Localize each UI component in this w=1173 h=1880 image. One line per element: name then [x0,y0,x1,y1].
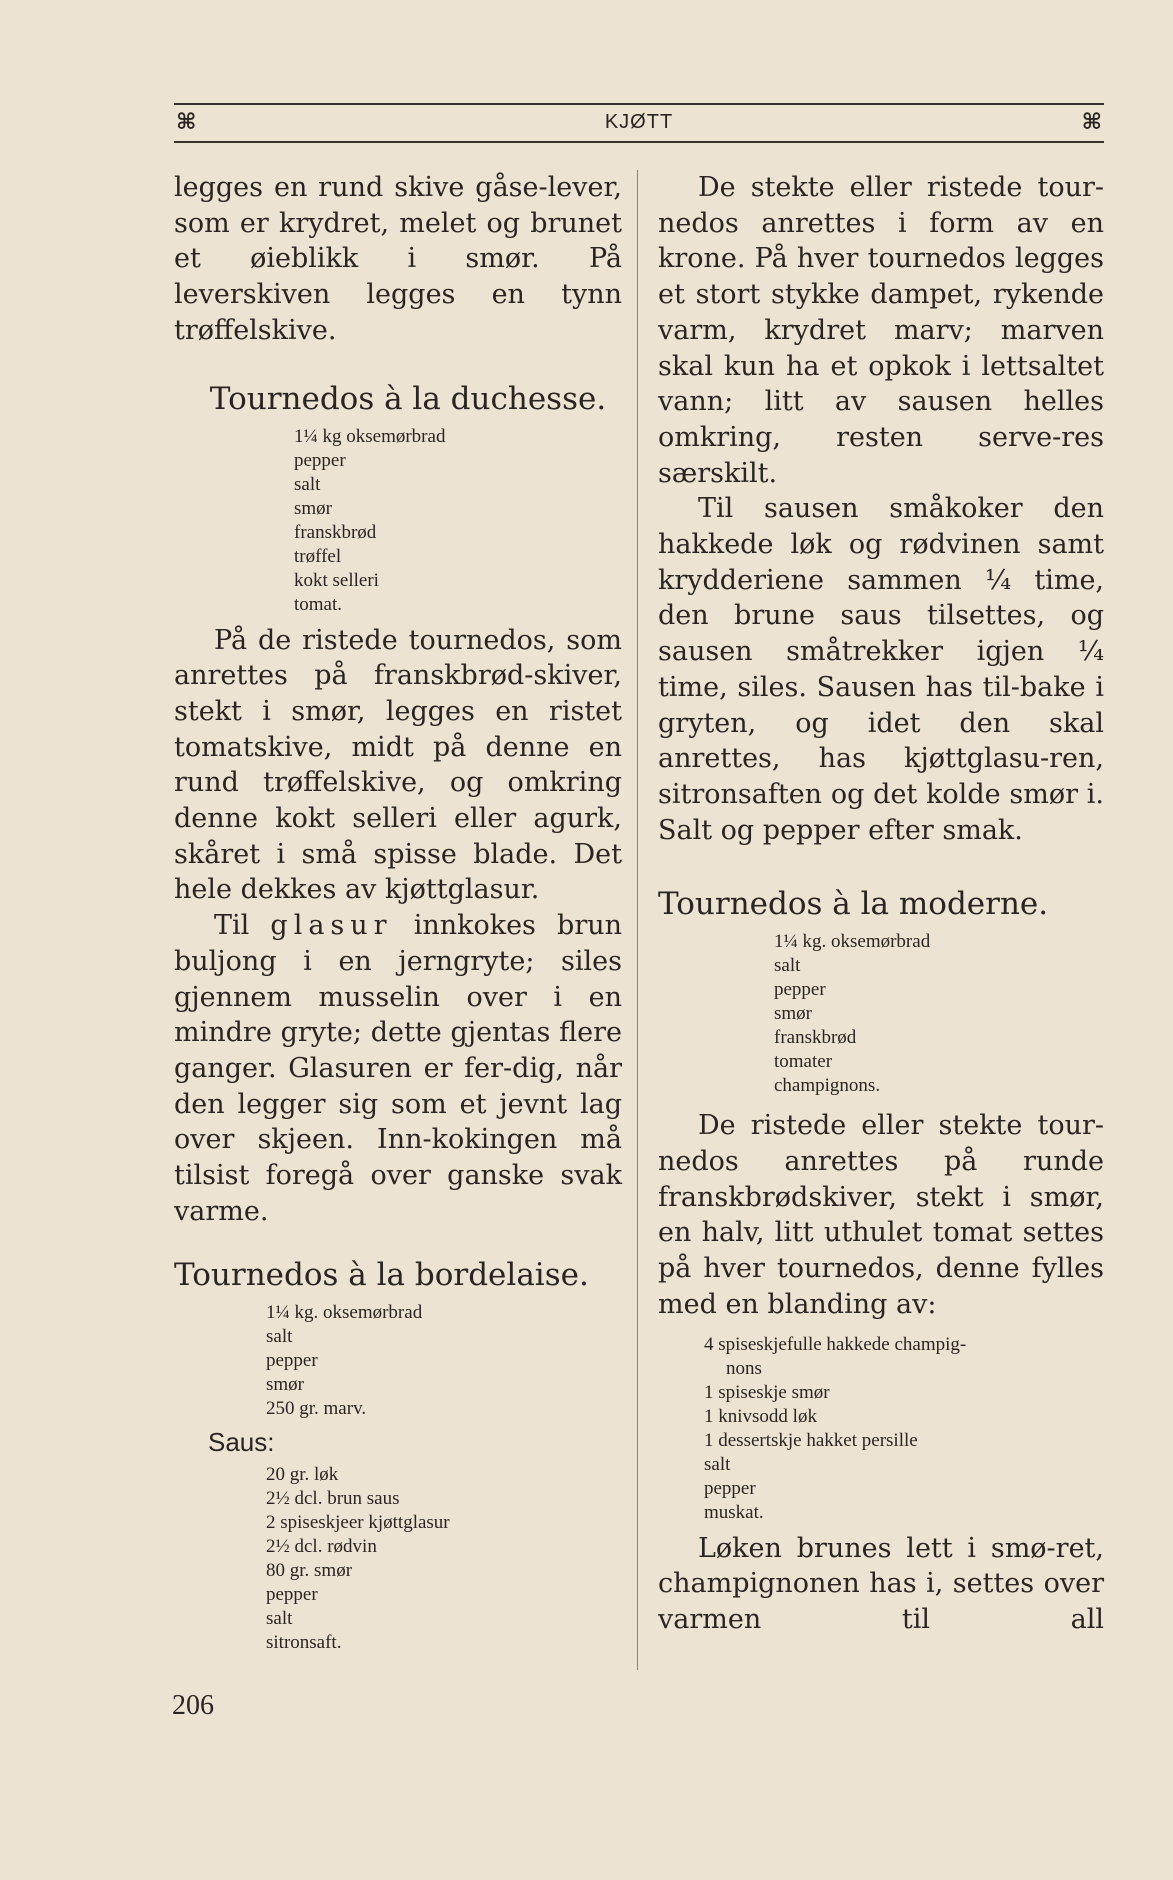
ingredient-item: pepper [704,1477,756,1499]
ingredient-item: 1¼ kg. oksemørbrad [266,1302,423,1324]
saus-ingredient-list [266,1463,622,1655]
moderne-paragraph-2: Løken brunes lett i smø-ret, champignonen has i, settes over varmen til all [658,1532,1104,1635]
bordelaise-paragraph-2: Til sausen småkoker den hakkede løk og rødvinen samt krydderiene sammen ¼ time, den brune saus tilsettes, og sausen småtrekker igjen ¼ time, siles. Sausen has til-bake i gryten, og idet den skal anrettes, has kjøttglasu-ren, sitronsaften og det kolde smør i. Salt og pepper efter smak. [658,493,1104,846]
ingredient-item: kokt selleri [294,569,379,591]
duchesse-paragraph: På de ristede tournedos, som anrettes på franskbrød-skiver, stekt i smør, legges en ristet tomatskive, midt på denne en rund trøffelskive, og omkring denne kokt selleri eller agurk, skåret i små spisse blade. Det hele dekkes av kjøttglasur. [174,624,622,906]
page-number: 206 [172,1690,214,1721]
ingredient-item: salt [266,1326,293,1348]
bordelaise-paragraph-1: De stekte eller ristede tour-nedos anrettes i form av en krone. På hver tournedos legges et stort stykke dampet, rykende varm, krydret marv; marven skal kun ha et opkok i lettsaltet vann; litt av sausen helles omkring, resten serve-res særskilt. [658,172,1104,489]
ingredient-item: franskbrød [294,521,377,543]
ingredient-item: 1 dessertskje hakket persille [704,1429,918,1451]
ingredient-item: pepper [294,449,346,471]
ornament-icon: ⌘ [1081,109,1102,135]
ingredient-item: pepper [266,1584,318,1606]
ingredient-item: smør [774,1003,812,1025]
chapter-title: KJØTT [604,111,674,133]
recipe-heading-duchesse: Tournedos à la duchesse. [209,380,607,417]
glasur-prefix: Til [214,910,271,942]
ingredient-item: 250 gr. marv. [266,1398,367,1420]
ingredient-item: muskat. [704,1501,764,1523]
ingredient-item: trøffel [294,545,342,567]
ingredient-item: smør [294,497,332,519]
ingredient-item: 4 spiseskjefulle hakkede champig- [704,1333,967,1355]
filling-list [704,1333,1104,1525]
glasur-paragraph [174,908,622,1229]
ingredient-item: 80 gr. smør [266,1560,353,1582]
ingredient-item: 1¼ kg oksemørbrad [294,425,446,447]
left-column [174,170,622,1655]
ingredient-item: 1 knivsodd løk [704,1405,817,1427]
recipe-heading-moderne: Tournedos à la moderne. [658,886,1049,923]
glasur-rest: innkokes brun buljong i en jerngryte; siles gjennem musselin over i en mindre gryte; dette gjentas flere ganger. Glasuren er fer-dig, når den legger sig som et jevnt lag over skjeen. Inn-kokingen må tilsist foregå over ganske svak varme. [174,910,622,1227]
ingredient-list-moderne [774,930,1104,1098]
ingredient-item: smør [266,1374,304,1396]
ingredient-item: nons [726,1357,762,1379]
ingredient-item: tomater [774,1051,833,1073]
right-column [658,170,1104,1638]
ingredient-item: 1 spiseskje smør [704,1381,830,1403]
ingredient-item: 2 spiseskjeer kjøttglasur [266,1512,450,1534]
ingredient-item: 20 gr. løk [266,1464,339,1486]
ingredient-item: pepper [266,1350,318,1372]
intro-paragraph: legges en rund skive gåse-lever, som er krydret, melet og brunet et øieblikk i smør. På leverskiven legges en tynn trøffelskive. [174,172,622,346]
ingredient-item: pepper [774,979,826,1001]
ingredient-list-bordelaise [266,1301,622,1421]
ingredient-item: 2½ dcl. brun saus [266,1488,400,1510]
ingredient-item: 1¼ kg. oksemørbrad [774,931,931,953]
ingredient-list-duchesse [294,425,622,617]
glasur-term: glasur [270,910,393,942]
ingredient-item: champignons. [774,1075,881,1097]
ingredient-item: sitronsaft. [266,1632,342,1654]
moderne-paragraph-1: De ristede eller stekte tour-nedos anrettes på runde franskbrødskiver, stekt i smør, en halv, litt uthulet tomat settes på hver tournedos, denne fylles med en blanding av: [658,1110,1104,1320]
ingredient-item: salt [704,1453,731,1475]
ingredient-item: salt [266,1608,293,1630]
ingredient-item: 2½ dcl. rødvin [266,1536,377,1558]
running-header [174,103,1104,143]
recipe-heading-bordelaise: Tournedos à la bordelaise. [174,1257,589,1294]
saus-label: Saus: [208,1427,275,1458]
ingredient-item: franskbrød [774,1027,857,1049]
ingredient-item: salt [294,473,321,495]
ingredient-item: tomat. [294,593,343,615]
ornament-icon: ⌘ [176,109,197,135]
column-divider [637,170,638,1670]
ingredient-item: salt [774,955,801,977]
